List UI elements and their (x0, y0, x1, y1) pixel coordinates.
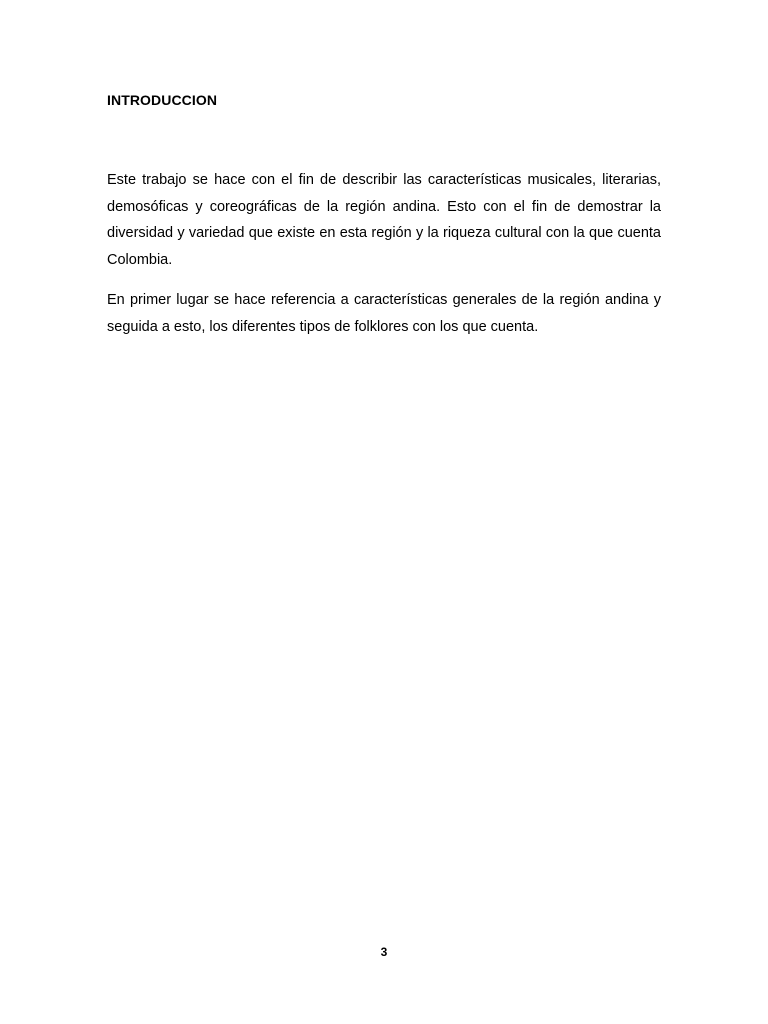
paragraph-1: Este trabajo se hace con el fin de describir las características musicales, literarias, demosóficas y coreográficas de la región andina. Esto con el fin de demostrar la diversidad y variedad que existe en esta región y la riqueza cultural con la que cuenta Colombia. (107, 172, 661, 268)
paragraph-2: En primer lugar se hace referencia a características generales de la región andina y seguida a esto, los diferentes tipos de folklores con los que cuenta. (107, 292, 661, 335)
page-number: 3 (380, 945, 388, 959)
section-heading: INTRODUCCION (107, 92, 218, 108)
